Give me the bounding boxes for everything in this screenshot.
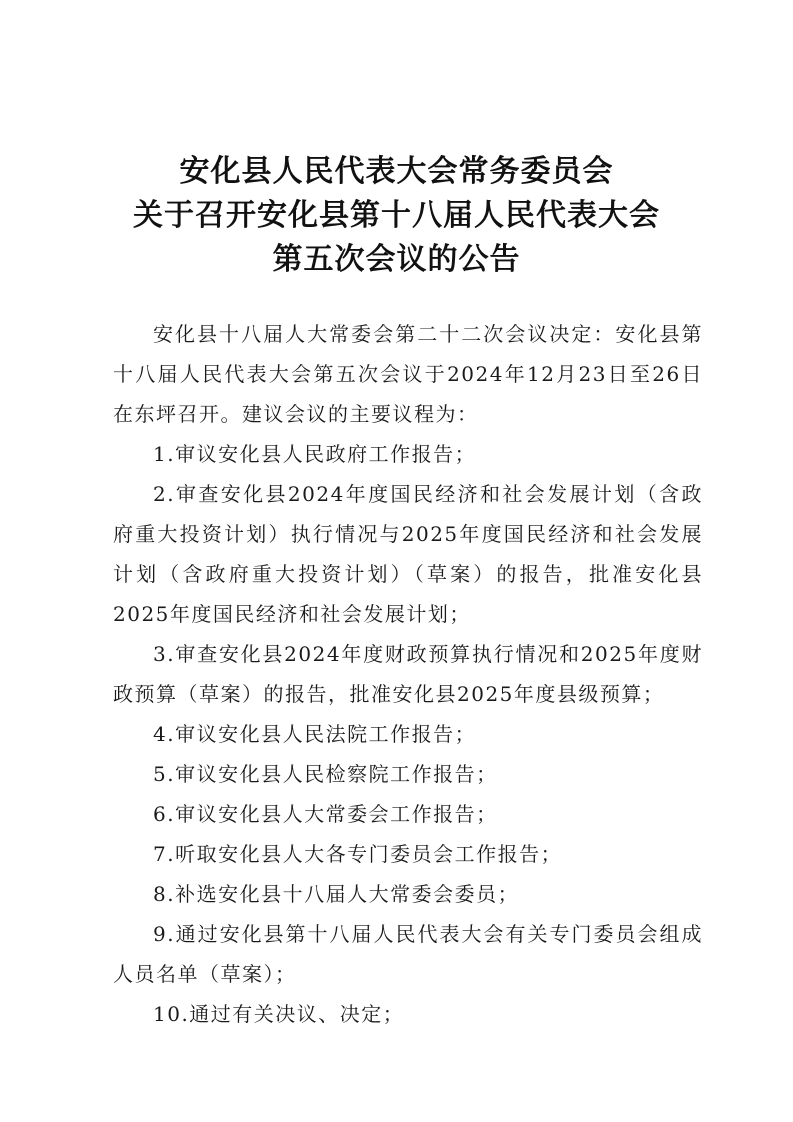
document-title — [0, 150, 793, 282]
agenda-item-6: 6.审议安化县人大常委会工作报告； — [153, 802, 498, 826]
agenda-item-9: 9.通过安化县第十八届人民代表大会有关专门委员会组成人员名单（草案）； — [113, 922, 703, 986]
agenda-item-2: 2.审查安化县2024年度国民经济和社会发展计划（含政府重大投资计划）执行情况与2025年度国民经济和社会发展计划（含政府重大投资计划）（草案）的报告，批准安化县2025年度国民经济和社会发展计划； — [113, 482, 703, 626]
intro-paragraph: 安化县十八届人大常委会第二十二次会议决定：安化县第十八届人民代表大会第五次会议于2024年12月23日至26日在东坪召开。建议会议的主要议程为： — [113, 322, 703, 426]
agenda-item-10: 10.通过有关决议、决定； — [153, 1002, 405, 1026]
document-body — [113, 314, 703, 1034]
title-line-1: 安化县人民代表大会常务委员会 — [179, 154, 614, 189]
agenda-item-7: 7.听取安化县人大各专门委员会工作报告； — [153, 842, 563, 866]
agenda-item-4: 4.审议安化县人民法院工作报告； — [153, 722, 477, 746]
agenda-item-1: 1.审议安化县人民政府工作报告； — [153, 442, 477, 466]
title-line-3: 第五次会议的公告 — [272, 242, 521, 277]
agenda-item-3: 3.审查安化县2024年度财政预算执行情况和2025年度财政预算（草案）的报告，批准安化县2025年度县级预算； — [113, 642, 703, 706]
title-line-2: 关于召开安化县第十八届人民代表大会 — [133, 198, 660, 233]
agenda-item-8: 8.补选安化县十八届人大常委会委员； — [153, 882, 520, 906]
agenda-item-5: 5.审议安化县人民检察院工作报告； — [153, 762, 498, 786]
